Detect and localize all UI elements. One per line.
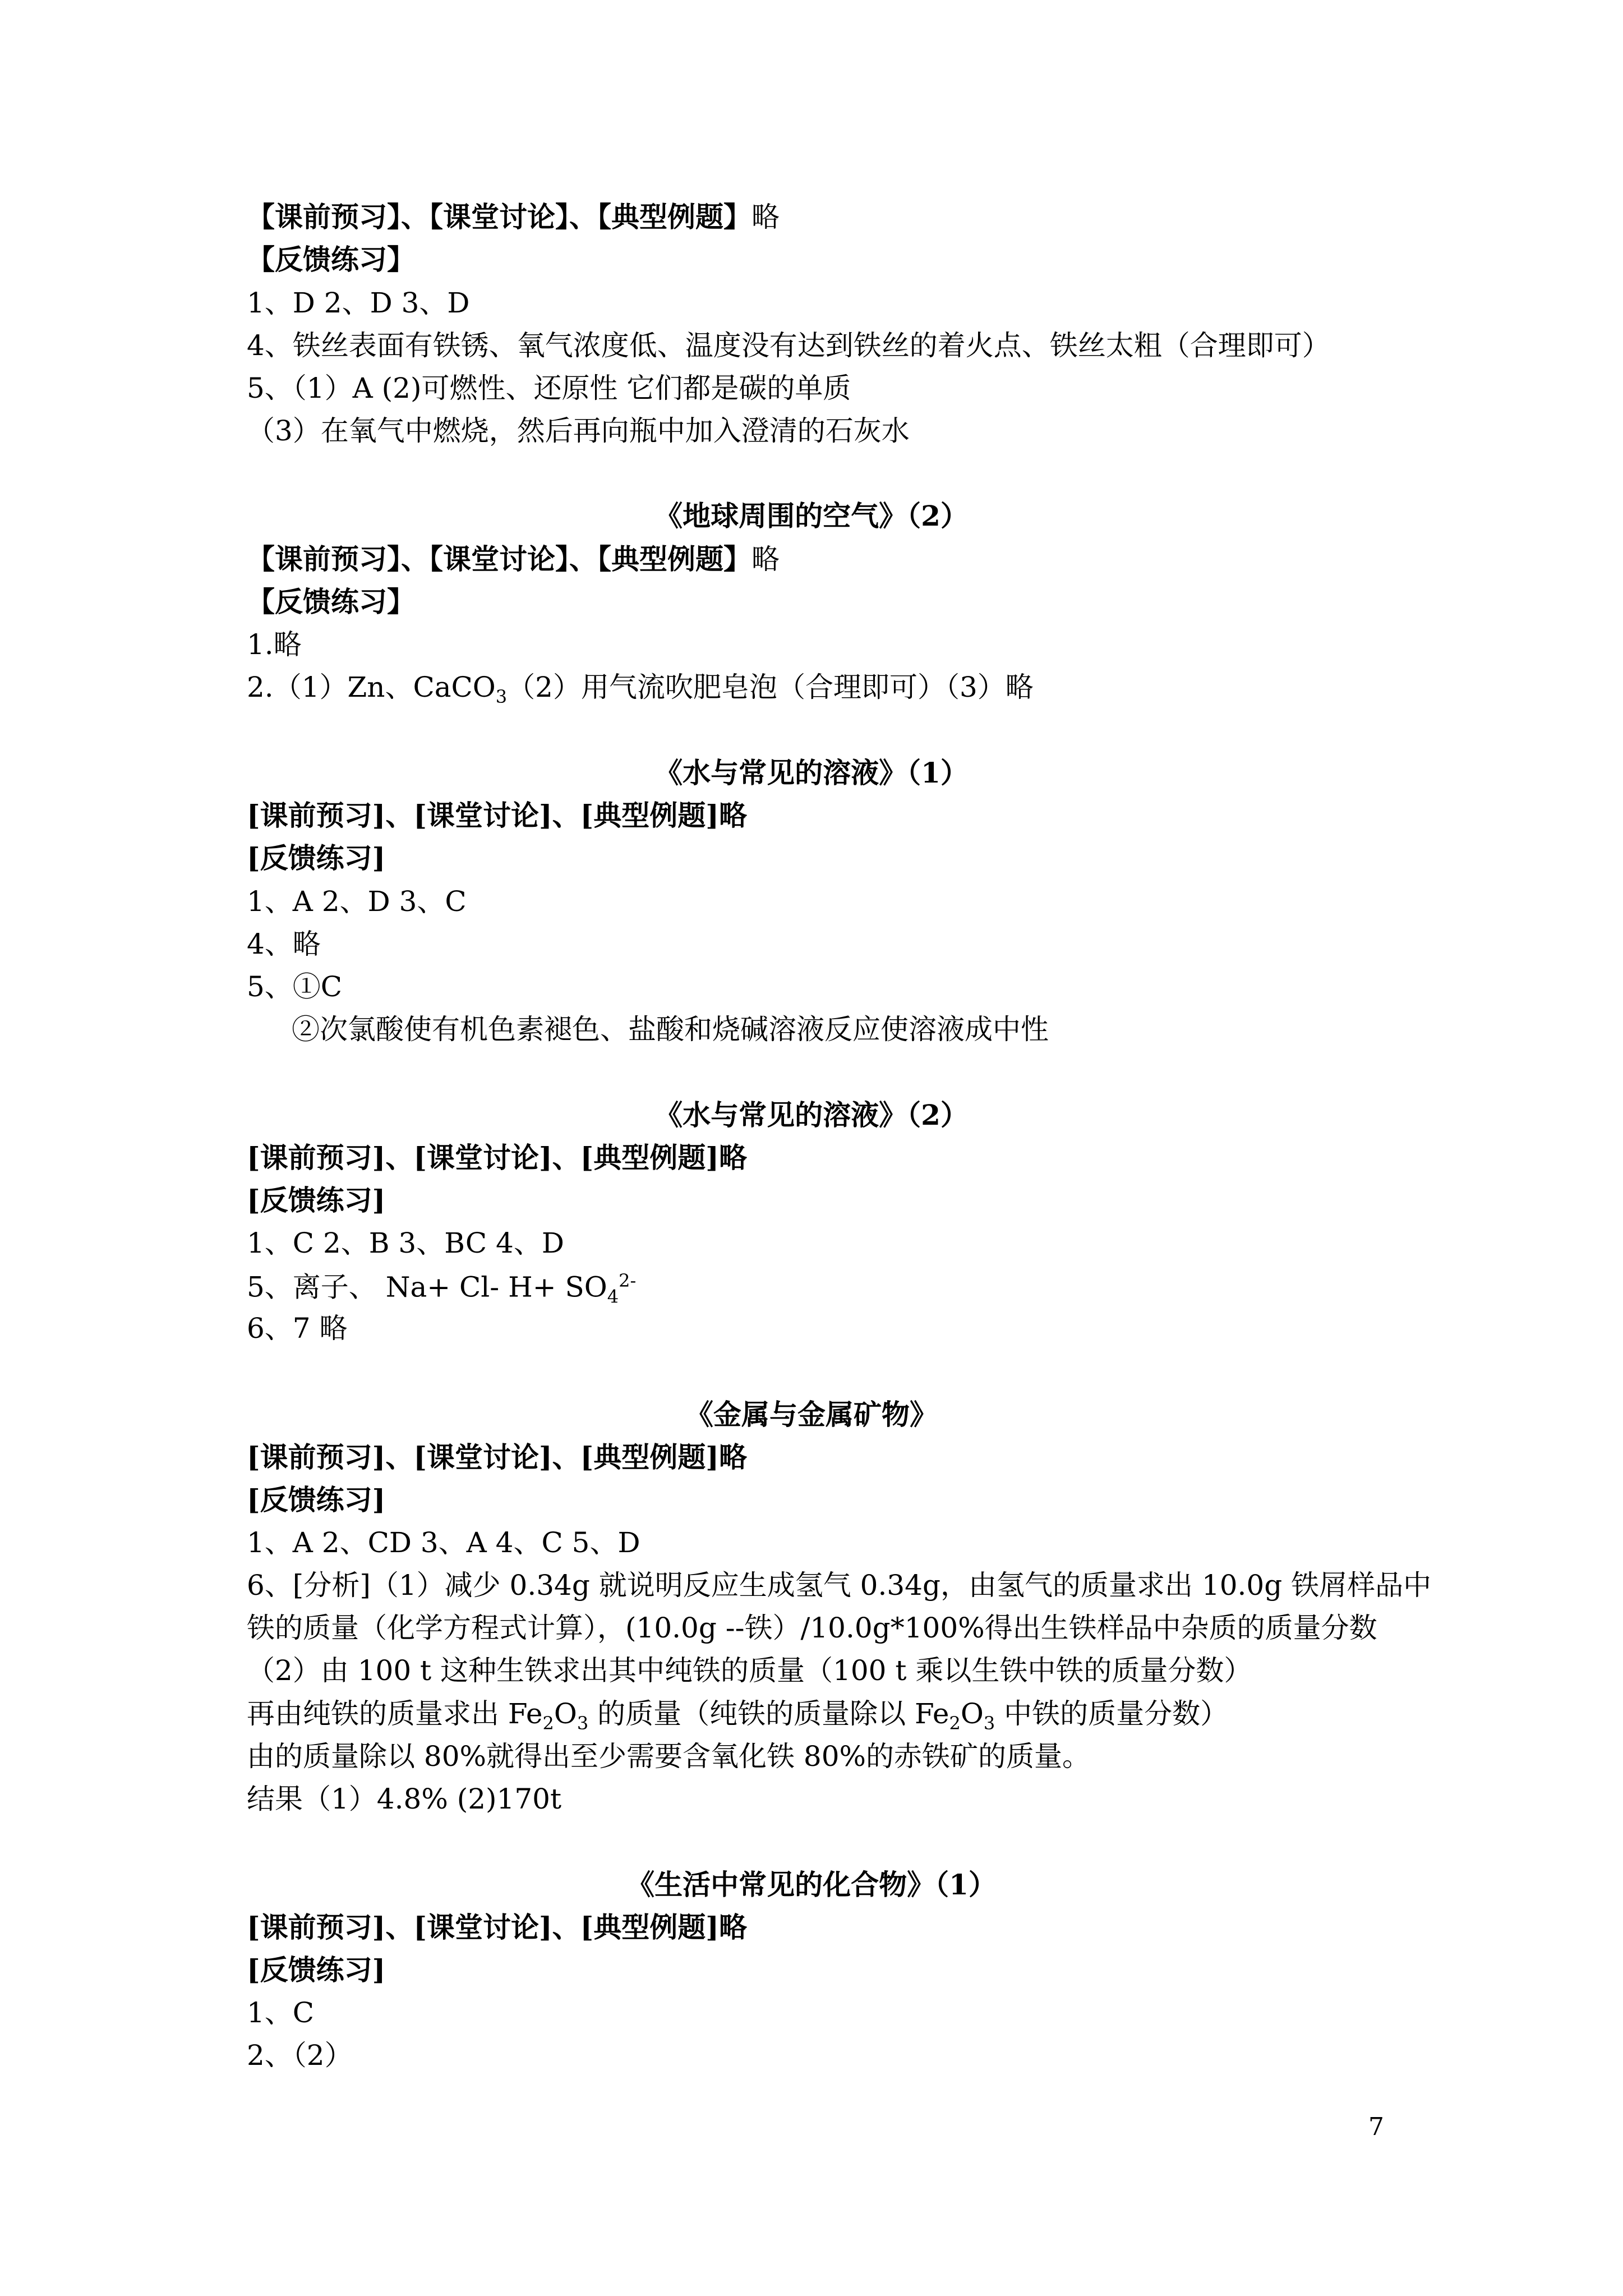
answer-line: 5、（1）A (2)可燃性、还原性 它们都是碳的单质 — [247, 372, 851, 404]
answer-line: 4、略 — [247, 928, 321, 960]
answer-text: 再由纯铁的质量求出 Fe — [247, 1697, 543, 1730]
answer-line: 1、C 2、B 3、BC 4、D — [247, 1227, 564, 1259]
answer-text: 5、离子、 Na+ Cl- H+ SO — [247, 1271, 607, 1304]
section-title: 《水与常见的溶液》（1） — [654, 756, 969, 789]
feedback-heading: 【反馈练习】 — [247, 585, 415, 618]
section-header: [课前预习]、[课堂讨论]、[典型例题]略 — [247, 1441, 747, 1474]
answer-line: 1、D 2、D 3、D — [247, 287, 470, 319]
answer-line — [247, 1272, 636, 1306]
header-tail: 略 — [751, 201, 780, 233]
answer-line — [247, 1697, 1229, 1734]
section-header: [课前预习]、[课堂讨论]、[典型例题]略 — [247, 1911, 747, 1944]
section-header: [课前预习]、[课堂讨论]、[典型例题]略 — [247, 799, 747, 832]
feedback-heading: [反馈练习] — [247, 1483, 386, 1516]
subscript: 3 — [983, 1713, 995, 1734]
section-header: [课前预习]、[课堂讨论]、[典型例题]略 — [247, 1141, 747, 1174]
subscript: 2 — [949, 1713, 961, 1734]
section-title: 《地球周围的空气》（2） — [654, 499, 969, 532]
answer-line: 1、C — [247, 1996, 315, 2029]
answer-line: 6、[分析]（1）减少 0.34g 就说明反应生成氢气 0.34g，由氢气的质量求出 10.0g 铁屑样品中 — [247, 1569, 1432, 1602]
answer-line: 4、铁丝表面有铁锈、氧气浓度低、温度没有达到铁丝的着火点、铁丝太粗（合理即可） — [247, 329, 1330, 362]
section-title: 《水与常见的溶液》（2） — [654, 1098, 969, 1131]
answer-line: 2、（2） — [247, 2039, 353, 2072]
answer-line: 1、A 2、CD 3、A 4、C 5、D — [247, 1526, 640, 1559]
answer-line: （2）由 100 t 这种生铁求出其中纯铁的质量（100 t 乘以生铁中铁的质量分数） — [247, 1654, 1252, 1687]
feedback-heading: [反馈练习] — [247, 1184, 386, 1217]
feedback-heading: 【反馈练习】 — [247, 243, 415, 276]
section-title: 《金属与金属矿物》 — [685, 1398, 938, 1431]
answer-text: O — [554, 1697, 577, 1730]
answer-line: 1.略 — [247, 628, 302, 661]
feedback-heading: [反馈练习] — [247, 841, 386, 875]
superscript: 2- — [619, 1270, 637, 1291]
header-label: 【课前预习】、【课堂讨论】、【典型例题】 — [247, 200, 751, 233]
answer-text: 2.（1）Zn、CaCO — [247, 671, 496, 703]
answer-line: 1、A 2、D 3、C — [247, 885, 467, 918]
answer-line: 结果（1）4.8% (2)170t — [247, 1783, 562, 1815]
section-header — [247, 542, 780, 576]
answer-line: ②次氯酸使有机色素褪色、盐酸和烧碱溶液反应使溶液成中性 — [292, 1013, 1049, 1046]
answer-text: 中铁的质量分数） — [995, 1697, 1229, 1730]
answer-line — [247, 673, 1034, 706]
header-label: 【课前预习】、【课堂讨论】、【典型例题】 — [247, 542, 751, 576]
section-header — [247, 200, 780, 233]
answer-line: 由的质量除以 80%就得出至少需要含氧化铁 80%的赤铁矿的质量。 — [247, 1740, 1091, 1773]
answer-text: 的质量（纯铁的质量除以 Fe — [588, 1697, 949, 1730]
answer-text: O — [960, 1697, 984, 1730]
page-number: 7 — [1368, 2113, 1384, 2141]
answer-line: （3）在氧气中燃烧，然后再向瓶中加入澄清的石灰水 — [247, 415, 910, 447]
subscript: 4 — [607, 1286, 619, 1308]
feedback-heading: [反馈练习] — [247, 1953, 386, 1986]
answer-text: （2）用气流吹肥皂泡（合理即可）（3）略 — [507, 671, 1034, 703]
header-tail: 略 — [751, 543, 780, 576]
answer-line: 5、①C — [247, 970, 343, 1003]
answer-line: 铁的质量（化学方程式计算），(10.0g --铁）/10.0g*100%得出生铁样品中杂质的质量分数 — [247, 1612, 1377, 1644]
section-title: 《生活中常见的化合物》（1） — [626, 1868, 997, 1901]
subscript: 3 — [495, 686, 508, 707]
subscript: 2 — [542, 1713, 554, 1734]
answer-line: 6、7 略 — [247, 1312, 348, 1345]
subscript: 3 — [577, 1713, 589, 1734]
